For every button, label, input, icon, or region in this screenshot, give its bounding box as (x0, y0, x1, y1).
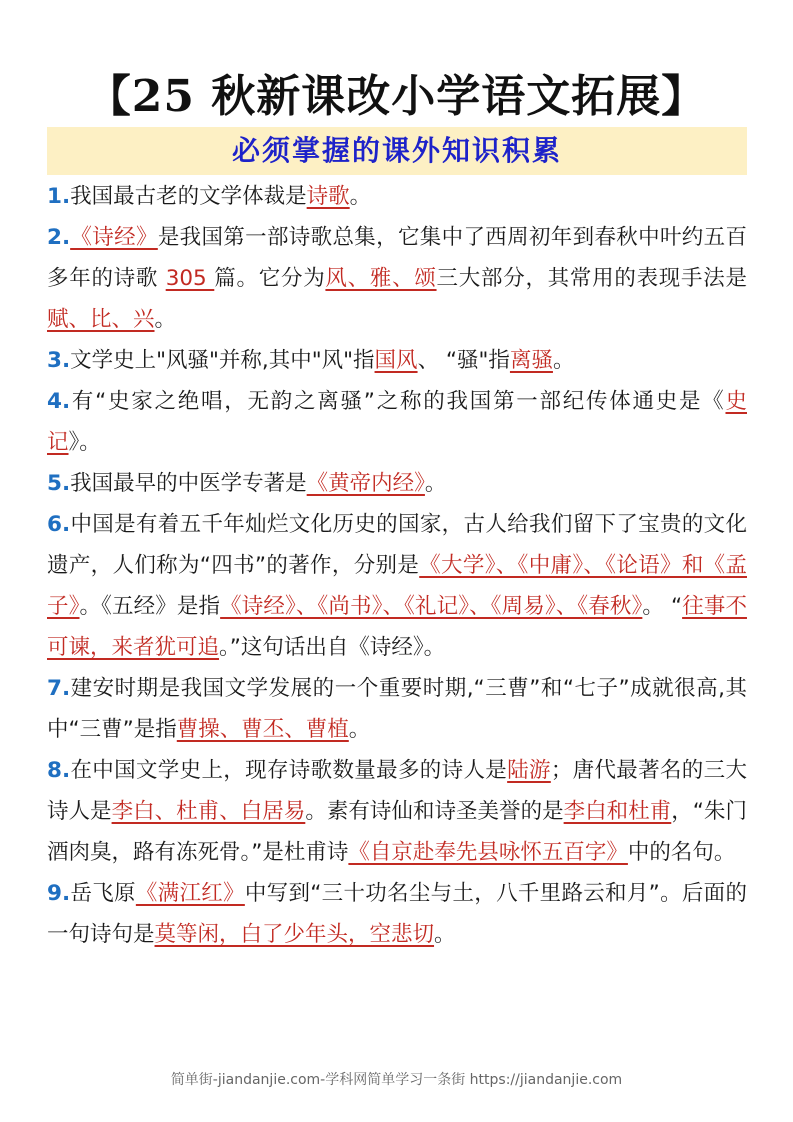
knowledge-item (47, 340, 747, 381)
question-text: 中写到“三十功名尘与土，八千里路云和月”。后面的一句诗句是 (47, 881, 747, 947)
knowledge-item (47, 217, 747, 340)
item-number: 5. (47, 471, 71, 496)
answer-text: 诗歌 (306, 184, 350, 209)
question-text: ，“朱门酒肉臭，路有冻死骨。”是杜甫诗 (47, 799, 747, 865)
question-text: 。素有诗仙和诗圣美誉的是 (305, 799, 564, 824)
question-list (47, 176, 747, 955)
answer-text: 《黄帝内经》 (306, 471, 425, 496)
answer-text: 《自京赴奉先县咏怀五百字》 (348, 840, 628, 865)
question-text: 。 (552, 348, 575, 373)
question-text: 。《五经》是指 (79, 594, 221, 619)
knowledge-item (47, 463, 747, 504)
item-number: 8. (47, 758, 71, 783)
knowledge-item (47, 750, 747, 873)
answer-text: 史记 (47, 389, 747, 455)
question-text: 。 “ (642, 594, 683, 619)
answer-text: 往事不可谏，来者犹可追 (47, 594, 747, 660)
answer-text: 赋、比、兴 (47, 307, 155, 332)
answer-text: 《大学》、《中庸》、《论语》和《孟子》 (47, 553, 747, 619)
knowledge-item (47, 504, 747, 668)
question-text: 中的名句。 (627, 840, 736, 865)
knowledge-item (47, 176, 747, 217)
question-text: 。 (348, 717, 371, 742)
question-text: 在中国文学史上，现存诗歌数量最多的诗人是 (70, 758, 508, 783)
question-text: 篇。它分为 (214, 266, 326, 291)
item-number: 3. (47, 348, 71, 373)
answer-text: 李白和杜甫 (563, 799, 672, 824)
question-text: 》。 (68, 430, 101, 455)
answer-text: 风、雅、颂 (325, 266, 437, 291)
question-text: 有“史家之绝唱，无韵之离骚”之称的我国第一部纪传体通史是《 (70, 389, 726, 414)
question-text: 中国是有着五千年灿烂文化历史的国家，古人给我们留下了宝贵的文化遗产，人们称为“四书”的著作，分别是 (47, 512, 747, 578)
answer-text: 《满江红》 (135, 881, 245, 906)
answer-text: 李白、杜甫、白居易 (111, 799, 306, 824)
question-text: ；唐代最著名的三大诗人是 (47, 758, 747, 824)
item-number: 4. (47, 389, 71, 414)
answer-text: 陆游 (507, 758, 551, 783)
page-subtitle: 必须掌握的课外知识积累 (231, 134, 562, 167)
answer-text: 305 (165, 266, 215, 291)
answer-text: 莫等闲，白了少年头，空悲切 (154, 922, 435, 947)
item-number: 6. (47, 512, 71, 537)
answer-text: 曹操、曹丕、曹植 (176, 717, 349, 742)
question-text: 我国最早的中医学专著是 (70, 471, 307, 496)
question-text: 。”这句话出自《诗经》。 (219, 635, 446, 660)
question-text: 岳飞原 (70, 881, 136, 906)
question-text: 。 (154, 307, 177, 332)
item-number: 2. (47, 225, 71, 250)
answer-text: 《诗经》、《尚书》、《礼记》、《周易》、《春秋》 (220, 594, 643, 619)
item-number: 9. (47, 881, 71, 906)
question-text: 文学史上"风骚"并称,其中"风"指 (70, 348, 375, 373)
knowledge-item (47, 873, 747, 955)
question-text: 。 (349, 184, 372, 209)
question-text: 我国最古老的文学体裁是 (70, 184, 307, 209)
knowledge-item (47, 668, 747, 750)
answer-text: 《诗经》 (70, 225, 158, 250)
answer-text: 国风 (374, 348, 418, 373)
item-number: 7. (47, 676, 71, 701)
question-text: 建安时期是我国文学发展的一个重要时期,“三曹”和“七子”成就很高,其中“三曹”是指 (47, 676, 747, 742)
question-text: 三大部分，其常用的表现手法是 (436, 266, 747, 291)
knowledge-item (47, 381, 747, 463)
item-number: 1. (47, 184, 71, 209)
answer-text: 离骚 (509, 348, 553, 373)
question-text: 是我国第一部诗歌总集，它集中了西周初年到春秋中叶约五百多年的诗歌 (47, 225, 747, 291)
question-text: 、 “骚"指 (417, 348, 510, 373)
page-footer: 简单街-jiandanjie.com-学科网简单学习一条街 https://jiandanjie.com (170, 1072, 623, 1088)
question-text: 。 (434, 922, 456, 947)
page-title: 【25 秋新课改小学语文拓展】 (86, 71, 707, 122)
question-text: 。 (424, 471, 447, 496)
